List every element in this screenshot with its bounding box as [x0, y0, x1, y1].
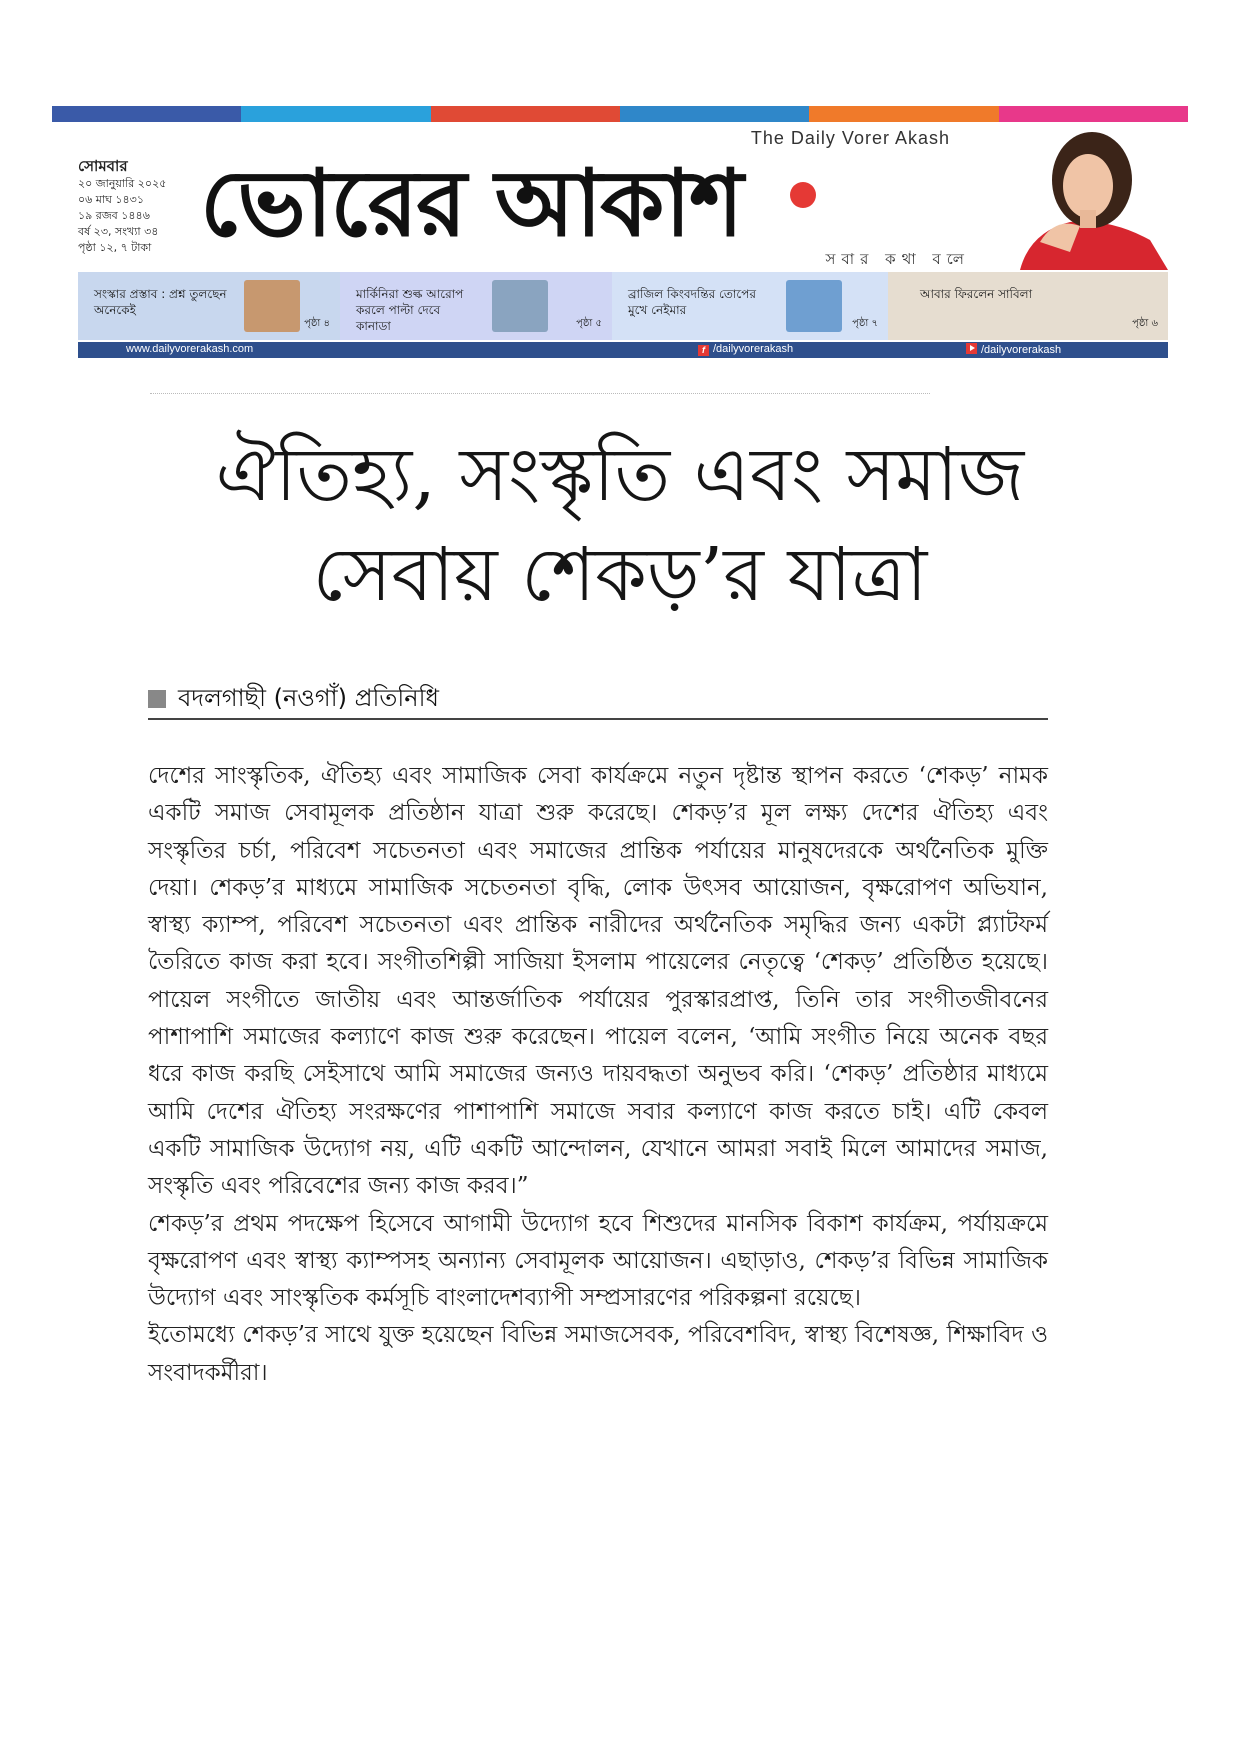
dateline-pages-price: পৃষ্ঠা ১২, ৭ টাকা — [78, 241, 152, 254]
teaser-thumbnail — [244, 280, 300, 332]
headline-line-1: ঐতিহ্য, সংস্কৃতি এবং সমাজ — [215, 432, 1025, 518]
teaser-page: পৃষ্ঠা ৬ — [1132, 318, 1158, 329]
headline-line-2: সেবায় শেকড়’র যাত্রা — [312, 532, 928, 618]
article-paragraph: ইতোমধ্যে শেকড়’র সাথে যুক্ত হয়েছেন বিভিন্ন সমাজসেবক, পরিবেশবিদ, স্বাস্থ্য বিশেষজ্ঞ, শিক্ষাবিদ ও সংবাদকর্মীরা। — [148, 1322, 1048, 1386]
byline-rule — [148, 718, 1048, 720]
social-link-bar — [78, 342, 1168, 358]
teaser-text: সংস্কার প্রস্তাব : প্রশ্ন তুলছেন অনেকেই — [94, 287, 227, 317]
teaser-thumbnail — [492, 280, 548, 332]
masthead-tagline: সবার কথা বলে — [825, 250, 970, 268]
english-name: The Daily Vorer Akash — [750, 128, 950, 148]
dateline-hijri: ১৯ রজব ১৪৪৬ — [78, 209, 150, 222]
teaser-page: পৃষ্ঠা ৪ — [304, 318, 330, 329]
promo-portrait-image — [1000, 122, 1168, 270]
youtube-link[interactable]: /dailyvorerakash — [966, 343, 1061, 356]
logo-red-dot — [790, 182, 816, 208]
teaser-page: পৃষ্ঠা ৭ — [852, 318, 878, 329]
facebook-link[interactable]: f /dailyvorerakash — [698, 343, 793, 356]
article-paragraph: দেশের সাংস্কৃতিক, ঐতিহ্য এবং সামাজিক সেবা কার্যক্রমে নতুন দৃষ্টান্ত স্থাপন করতে ‘শেকড়’ নামক একটি সমাজ সেবামূলক প্রতিষ্ঠান যাত্রা শুরু করেছে। শেকড়’র মূল লক্ষ্য দেশের ঐতিহ্য এবং সংস্কৃতির চর্চা, পরিবেশ সচেতনতা এবং সমাজের প্রান্তিক পর্যায়ের মানুষদেরকে অর্থনৈতিক মুক্তি দেয়া। শেকড়’র মাধ্যমে সামাজিক সচেতনতা বৃদ্ধি, লোক উৎসব আয়োজন, বৃক্ষরোপণ অভিযান, স্বাস্থ্য ক্যাম্প, পরিবেশ সচেতনতা এবং প্রান্তিক নারীদের অর্থনৈতিক সমৃদ্ধির জন্য একটা প্ল্যাটফর্ম তৈরিতে কাজ করা হবে। সংগীতশিল্পী সাজিয়া ইসলাম পায়েলের নেতৃত্বে ‘শেকড়’ প্রতিষ্ঠিত হয়েছে। পায়েল সংগীতে জাতীয় এবং আন্তর্জাতিক পর্যায়ের পুরস্কারপ্রাপ্ত, তিনি তার সংগীতজীবনের পাশাপাশি সমাজের কল্যাণে কাজ শুরু করেছেন। পায়েল বলেন, ‘আমি সংগীত নিয়ে অনেক বছর ধরে কাজ করছি সেইসাথে আমি সমাজের জন্যও দায়বদ্ধতা অনুভব করি। ‘শেকড়’ প্রতিষ্ঠার মাধ্যমে আমি দেশের ঐতিহ্য সংরক্ষণের পাশাপাশি সমাজে সবার কল্যাণে কাজ করতে চাই। এটি কেবল একটি সামাজিক উদ্যোগ নয়, এটি একটি আন্দোলন, যেখানে আমরা সবাই মিলে আমাদের সমাজ, সংস্কৃতি এবং পরিবেশের জন্য কাজ করব।” — [148, 763, 1048, 1200]
dateline — [78, 156, 188, 256]
byline-text: বদলগাছী (নওগাঁ) প্রতিনিধি — [178, 684, 439, 712]
teaser-item[interactable] — [888, 272, 1168, 340]
teaser-thumbnail — [786, 280, 842, 332]
masthead-title: ভোরের আকাশ — [200, 149, 742, 257]
divider — [150, 393, 930, 394]
youtube-icon — [966, 343, 977, 354]
teaser-text: ব্রাজিল কিংবদন্তির তোপের মুখে নেইমার — [628, 287, 756, 317]
teaser-item[interactable] — [340, 272, 612, 340]
teaser-text: আবার ফিরলেন সাবিলা — [920, 287, 1033, 301]
article-paragraph: শেকড়’র প্রথম পদক্ষেপ হিসেবে আগামী উদ্যোগ হবে শিশুদের মানসিক বিকাশ কার্যক্রম, পর্যায়ক্রমে বৃক্ষরোপণ এবং স্বাস্থ্য ক্যাম্পসহ অন্যান্য সেবামূলক আয়োজন। এছাড়াও, শেকড়’র বিভিন্ন সামাজিক উদ্যোগ এবং সাংস্কৃতিক কর্মসূচি বাংলাদেশব্যাপী সম্প্রসারণের পরিকল্পনা রয়েছে। — [148, 1210, 1048, 1312]
byline-square-icon — [148, 690, 166, 708]
dateline-gregorian: ২০ জানুয়ারি ২০২৫ — [78, 177, 167, 190]
facebook-icon: f — [698, 345, 709, 356]
dateline-bangla: ০৬ মাঘ ১৪৩১ — [78, 193, 144, 206]
teaser-page: পৃষ্ঠা ৫ — [576, 318, 602, 329]
article-headline — [100, 425, 1140, 625]
teaser-item[interactable] — [612, 272, 888, 340]
masthead-color-band — [52, 106, 1188, 122]
article-byline — [148, 680, 1048, 720]
website-link[interactable]: www.dailyvorerakash.com — [126, 343, 254, 355]
teaser-text: মার্কিনিরা শুল্ক আরোপ করলে পাল্টা দেবে কানাডা — [356, 287, 464, 333]
article-body — [148, 758, 1048, 1392]
dateline-day: সোমবার — [78, 157, 128, 175]
dateline-volume: বর্ষ ২৩, সংখ্যা ৩৪ — [78, 225, 159, 238]
masthead-logo — [200, 148, 960, 258]
teaser-strip — [78, 272, 1168, 340]
teaser-item[interactable] — [78, 272, 340, 340]
